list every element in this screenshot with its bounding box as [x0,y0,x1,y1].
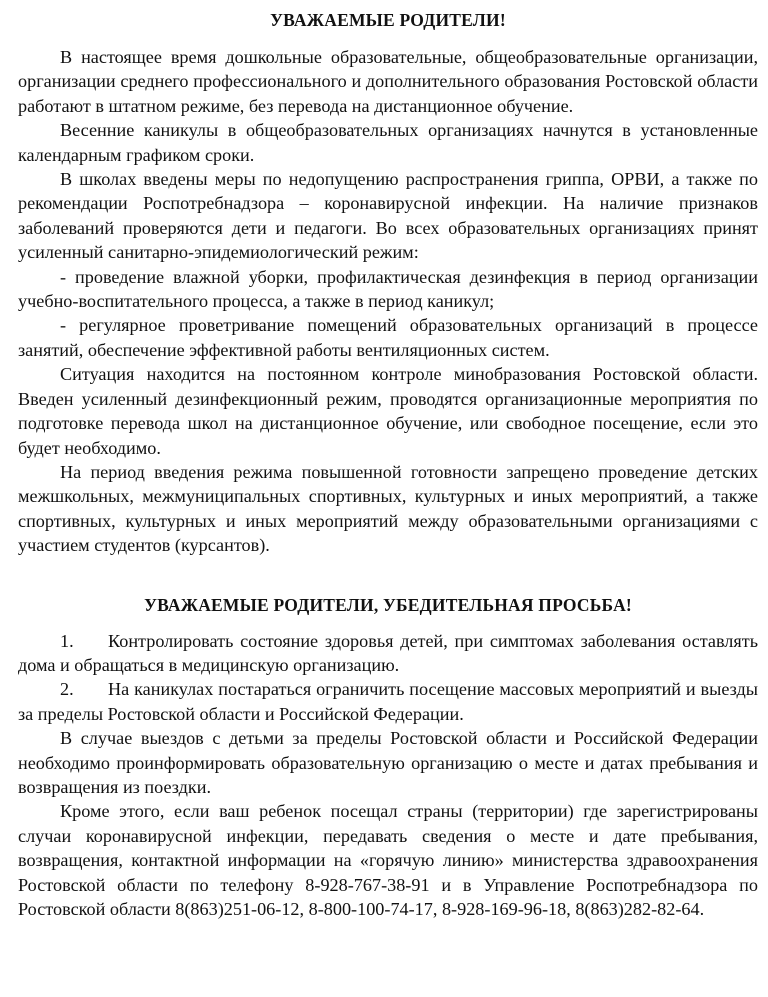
paragraph: На период введения режима повышенной готовности запрещено проведение детских межшкольных, межмуниципальных спортивных, культурных и иных мероприятий, а также спортивных, культурных и иных мероприятий между образовательными организациями с участием студентов (курсантов). [18,461,758,556]
item-text: Контролировать состояние здоровья детей, при симптомах заболевания оставлять дома и обращаться в медицинскую организацию. [18,630,758,675]
paragraph: Кроме этого, если ваш ребенок посещал страны (территории) где зарегистрированы случаи коронавирусной инфекции, передавать сведения о месте и дате пребывания, возвращения, контактной информации на «горячую линию» министерства здравоохранения Ростовской области по телефону 8-928-767-38-91 и в Управление Роспотребнадзора по Ростовской области 8(863)251-06-12, 8-800-100-74-17, 8-928-169-96-18, 8(863)282-82-64. [18,801,758,919]
bullet-item: - проведение влажной уборки, профилактическая дезинфекция в период организации учебно-воспитательного процесса, а также в период каникул; [18,266,758,312]
paragraph: Весенние каникулы в общеобразовательных организациях начнутся в установленные календарным графиком сроки. [18,120,758,165]
section-1-title: УВАЖАЕМЫЕ РОДИТЕЛИ! [270,10,506,30]
numbered-item [18,629,758,678]
paragraph: В школах введены меры по недопущению распространения гриппа, ОРВИ, а также по рекомендации Роспотребнадзора – коронавирусной инфекции. На наличие признаков заболеваний проверяются дети и педагоги. Во всех образовательных организациях принят усиленный санитарно-эпидемиологический режим: [18,169,758,263]
item-text: На каникулах постараться ограничить посещение массовых мероприятий и выезды за пределы Ростовской области и Российской Федерации. [18,679,758,724]
item-number: 2. [60,679,74,700]
paragraph: В настоящее время дошкольные образовательные, общеобразовательные организации, организации среднего профессионального и дополнительного образования Ростовской области работают в штатном режиме, без перевода на дистанционное обучение. [18,47,758,116]
section-2-title: УВАЖАЕМЫЕ РОДИТЕЛИ, УБЕДИТЕЛЬНАЯ ПРОСЬБА! [144,594,632,615]
paragraph: Ситуация находится на постоянном контроле минобразования Ростовской области. Введен усиленный дезинфекционный режим, проводятся организационные мероприятия по подготовке перевода школ на дистанционное обучение, или свободное посещение, если это будет необходимо. [18,364,758,458]
numbered-item [18,677,758,726]
bullet-item: - регулярное проветривание помещений образовательных организаций в процессе занятий, обеспечение эффективной работы вентиляционных систем. [18,315,758,360]
paragraph: В случае выездов с детьми за пределы Ростовской области и Российской Федерации необходимо проинформировать образовательную организацию о месте и датах пребывания и возвращения из поездки. [18,728,758,797]
item-number: 1. [60,630,74,651]
